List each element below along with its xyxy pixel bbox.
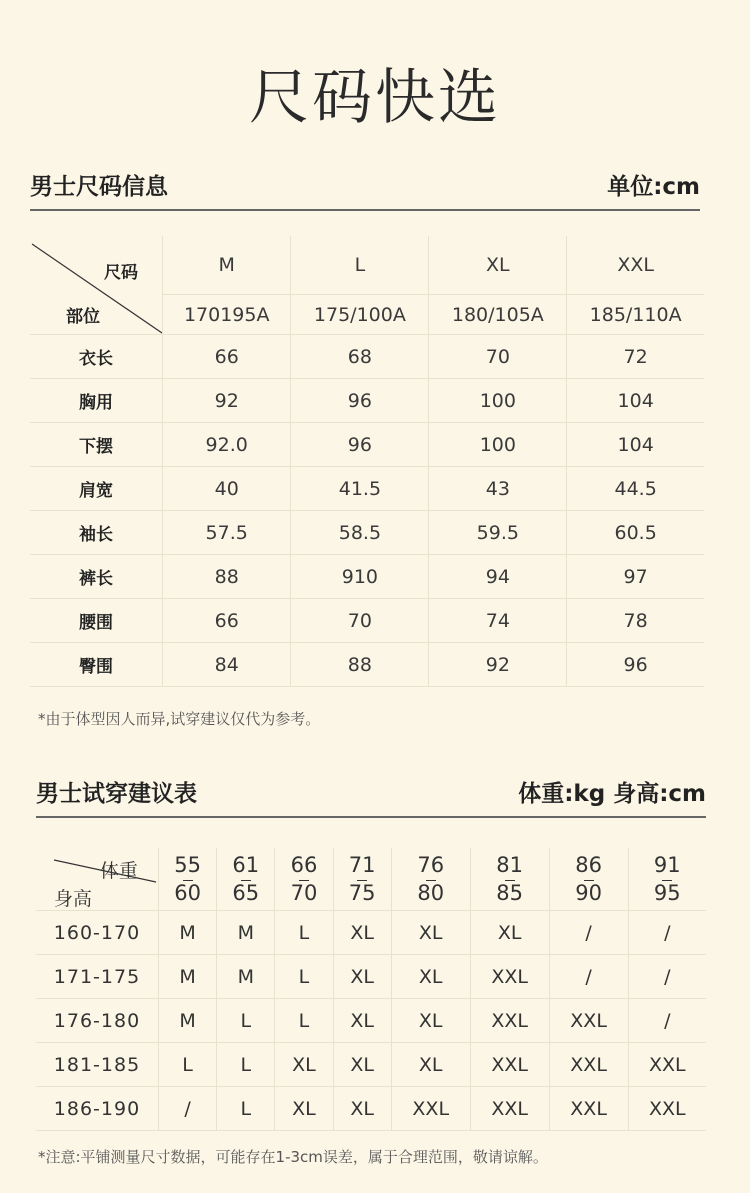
weight-max: 70 bbox=[290, 881, 318, 905]
row-label: 腰围 bbox=[30, 599, 163, 643]
weight-header bbox=[391, 848, 470, 911]
cell: / bbox=[628, 999, 706, 1043]
height-range: 181-185 bbox=[36, 1043, 159, 1087]
size-header: L bbox=[291, 236, 429, 295]
cell: XL bbox=[391, 911, 470, 955]
cell: XXL bbox=[628, 1087, 706, 1131]
table-row bbox=[30, 511, 704, 555]
fit-table-corner bbox=[36, 848, 159, 911]
weight-max: 60 bbox=[174, 881, 201, 905]
table-row bbox=[36, 999, 706, 1043]
cell: 40 bbox=[163, 467, 291, 511]
cell: XXL bbox=[470, 1087, 549, 1131]
weight-min: 76 bbox=[417, 853, 445, 877]
cell: 910 bbox=[291, 555, 429, 599]
weight-min: 55 bbox=[174, 853, 201, 877]
cell: / bbox=[159, 1087, 217, 1131]
cell: XL bbox=[275, 1043, 333, 1087]
cell: M bbox=[159, 999, 217, 1043]
cell: XL bbox=[391, 1043, 470, 1087]
cell: L bbox=[275, 911, 333, 955]
corner-size-label: 尺码 bbox=[104, 263, 138, 283]
cell: XXL bbox=[549, 1087, 628, 1131]
weight-min: 61 bbox=[232, 853, 260, 877]
cell: XXL bbox=[391, 1087, 470, 1131]
cell: 92 bbox=[429, 643, 567, 687]
row-label: 肩宽 bbox=[30, 467, 163, 511]
cell: XL bbox=[391, 955, 470, 999]
size-table-note: *由于体型因人而异,试穿建议仅代为参考。 bbox=[38, 710, 321, 728]
cell: 44.5 bbox=[567, 467, 704, 511]
cell: 78 bbox=[567, 599, 704, 643]
cell: XXL bbox=[470, 1043, 549, 1087]
cell: L bbox=[217, 1043, 275, 1087]
cell: / bbox=[628, 955, 706, 999]
cell: / bbox=[549, 955, 628, 999]
fit-section-unit: 体重:kg 身高:cm bbox=[518, 781, 706, 807]
cell: XL bbox=[333, 1043, 391, 1087]
weight-header-row bbox=[36, 848, 706, 911]
table-row bbox=[36, 1043, 706, 1087]
cell: 96 bbox=[567, 643, 704, 687]
spec-header: 170195A bbox=[163, 295, 291, 335]
size-table-corner bbox=[30, 236, 163, 335]
cell: 88 bbox=[291, 643, 429, 687]
cell: 43 bbox=[429, 467, 567, 511]
fit-section-header bbox=[36, 775, 706, 818]
cell: XXL bbox=[628, 1043, 706, 1087]
cell: 96 bbox=[291, 379, 429, 423]
size-section-unit: 单位:cm bbox=[607, 174, 700, 200]
table-row bbox=[30, 467, 704, 511]
fit-table-note: *注意:平铺测量尺寸数据，可能存在1-3cm误差，属于合理范围，敬请谅解。 bbox=[38, 1148, 548, 1166]
row-label: 胸用 bbox=[30, 379, 163, 423]
cell: XL bbox=[333, 1087, 391, 1131]
cell: L bbox=[275, 999, 333, 1043]
corner-part-label: 部位 bbox=[66, 307, 100, 327]
weight-header bbox=[628, 848, 706, 911]
height-range: 171-175 bbox=[36, 955, 159, 999]
cell: 92.0 bbox=[163, 423, 291, 467]
cell: XL bbox=[275, 1087, 333, 1131]
row-label: 衣长 bbox=[30, 335, 163, 379]
cell: 100 bbox=[429, 379, 567, 423]
weight-max: 95 bbox=[653, 881, 681, 905]
cell: 72 bbox=[567, 335, 704, 379]
row-label: 裤长 bbox=[30, 555, 163, 599]
corner-weight-label: 体重 bbox=[100, 860, 139, 882]
cell: 68 bbox=[291, 335, 429, 379]
cell: 94 bbox=[429, 555, 567, 599]
weight-header bbox=[275, 848, 333, 911]
size-header: XXL bbox=[567, 236, 704, 295]
weight-header bbox=[470, 848, 549, 911]
weight-header bbox=[217, 848, 275, 911]
cell: 70 bbox=[291, 599, 429, 643]
weight-max: 75 bbox=[348, 881, 376, 905]
weight-header bbox=[159, 848, 217, 911]
table-row bbox=[30, 555, 704, 599]
spec-header: 185/110A bbox=[567, 295, 704, 335]
size-header: XL bbox=[429, 236, 567, 295]
row-label: 下摆 bbox=[30, 423, 163, 467]
cell: M bbox=[159, 911, 217, 955]
cell: 74 bbox=[429, 599, 567, 643]
weight-max: 65 bbox=[232, 881, 260, 905]
cell: XL bbox=[391, 999, 470, 1043]
cell: L bbox=[217, 999, 275, 1043]
cell: 66 bbox=[163, 335, 291, 379]
table-row bbox=[36, 955, 706, 999]
cell: 58.5 bbox=[291, 511, 429, 555]
weight-max: 85 bbox=[496, 881, 524, 905]
cell: / bbox=[549, 911, 628, 955]
weight-min: 81 bbox=[496, 853, 524, 877]
table-row bbox=[30, 379, 704, 423]
page-title: 尺码快选 bbox=[249, 63, 501, 133]
cell: L bbox=[217, 1087, 275, 1131]
weight-header bbox=[549, 848, 628, 911]
cell: / bbox=[628, 911, 706, 955]
row-label: 臀围 bbox=[30, 643, 163, 687]
size-section-header bbox=[30, 168, 700, 211]
cell: XL bbox=[333, 999, 391, 1043]
cell: 60.5 bbox=[567, 511, 704, 555]
cell: 41.5 bbox=[291, 467, 429, 511]
cell: 104 bbox=[567, 423, 704, 467]
cell: XL bbox=[470, 911, 549, 955]
cell: L bbox=[159, 1043, 217, 1087]
table-row bbox=[30, 423, 704, 467]
table-row bbox=[30, 599, 704, 643]
size-section-title: 男士尺码信息 bbox=[30, 174, 168, 200]
corner-height-label: 身高 bbox=[54, 888, 93, 910]
size-table bbox=[30, 236, 704, 687]
row-label: 袖长 bbox=[30, 511, 163, 555]
spec-header: 175/100A bbox=[291, 295, 429, 335]
cell: 92 bbox=[163, 379, 291, 423]
cell: XXL bbox=[470, 999, 549, 1043]
cell: 70 bbox=[429, 335, 567, 379]
cell: 96 bbox=[291, 423, 429, 467]
weight-min: 91 bbox=[653, 853, 681, 877]
cell: XXL bbox=[549, 999, 628, 1043]
table-row bbox=[36, 911, 706, 955]
cell: 97 bbox=[567, 555, 704, 599]
cell: M bbox=[159, 955, 217, 999]
fit-table bbox=[36, 848, 706, 1131]
cell: M bbox=[217, 911, 275, 955]
height-range: 160-170 bbox=[36, 911, 159, 955]
cell: 100 bbox=[429, 423, 567, 467]
cell: XXL bbox=[470, 955, 549, 999]
height-range: 176-180 bbox=[36, 999, 159, 1043]
weight-max: 80 bbox=[417, 881, 445, 905]
weight-min: 86 bbox=[575, 853, 602, 877]
weight-max: 90 bbox=[575, 881, 602, 905]
size-header: M bbox=[163, 236, 291, 295]
cell: M bbox=[217, 955, 275, 999]
weight-header bbox=[333, 848, 391, 911]
cell: 66 bbox=[163, 599, 291, 643]
cell: 104 bbox=[567, 379, 704, 423]
weight-min: 71 bbox=[348, 853, 376, 877]
cell: 88 bbox=[163, 555, 291, 599]
cell: 57.5 bbox=[163, 511, 291, 555]
fit-section-title: 男士试穿建议表 bbox=[36, 781, 197, 807]
cell: XXL bbox=[549, 1043, 628, 1087]
cell: 59.5 bbox=[429, 511, 567, 555]
table-row bbox=[36, 1087, 706, 1131]
cell: L bbox=[275, 955, 333, 999]
weight-min: 66 bbox=[290, 853, 318, 877]
cell: XL bbox=[333, 911, 391, 955]
spec-header: 180/105A bbox=[429, 295, 567, 335]
cell: XL bbox=[333, 955, 391, 999]
cell: 84 bbox=[163, 643, 291, 687]
table-row bbox=[30, 643, 704, 687]
height-range: 186-190 bbox=[36, 1087, 159, 1131]
table-row bbox=[30, 335, 704, 379]
